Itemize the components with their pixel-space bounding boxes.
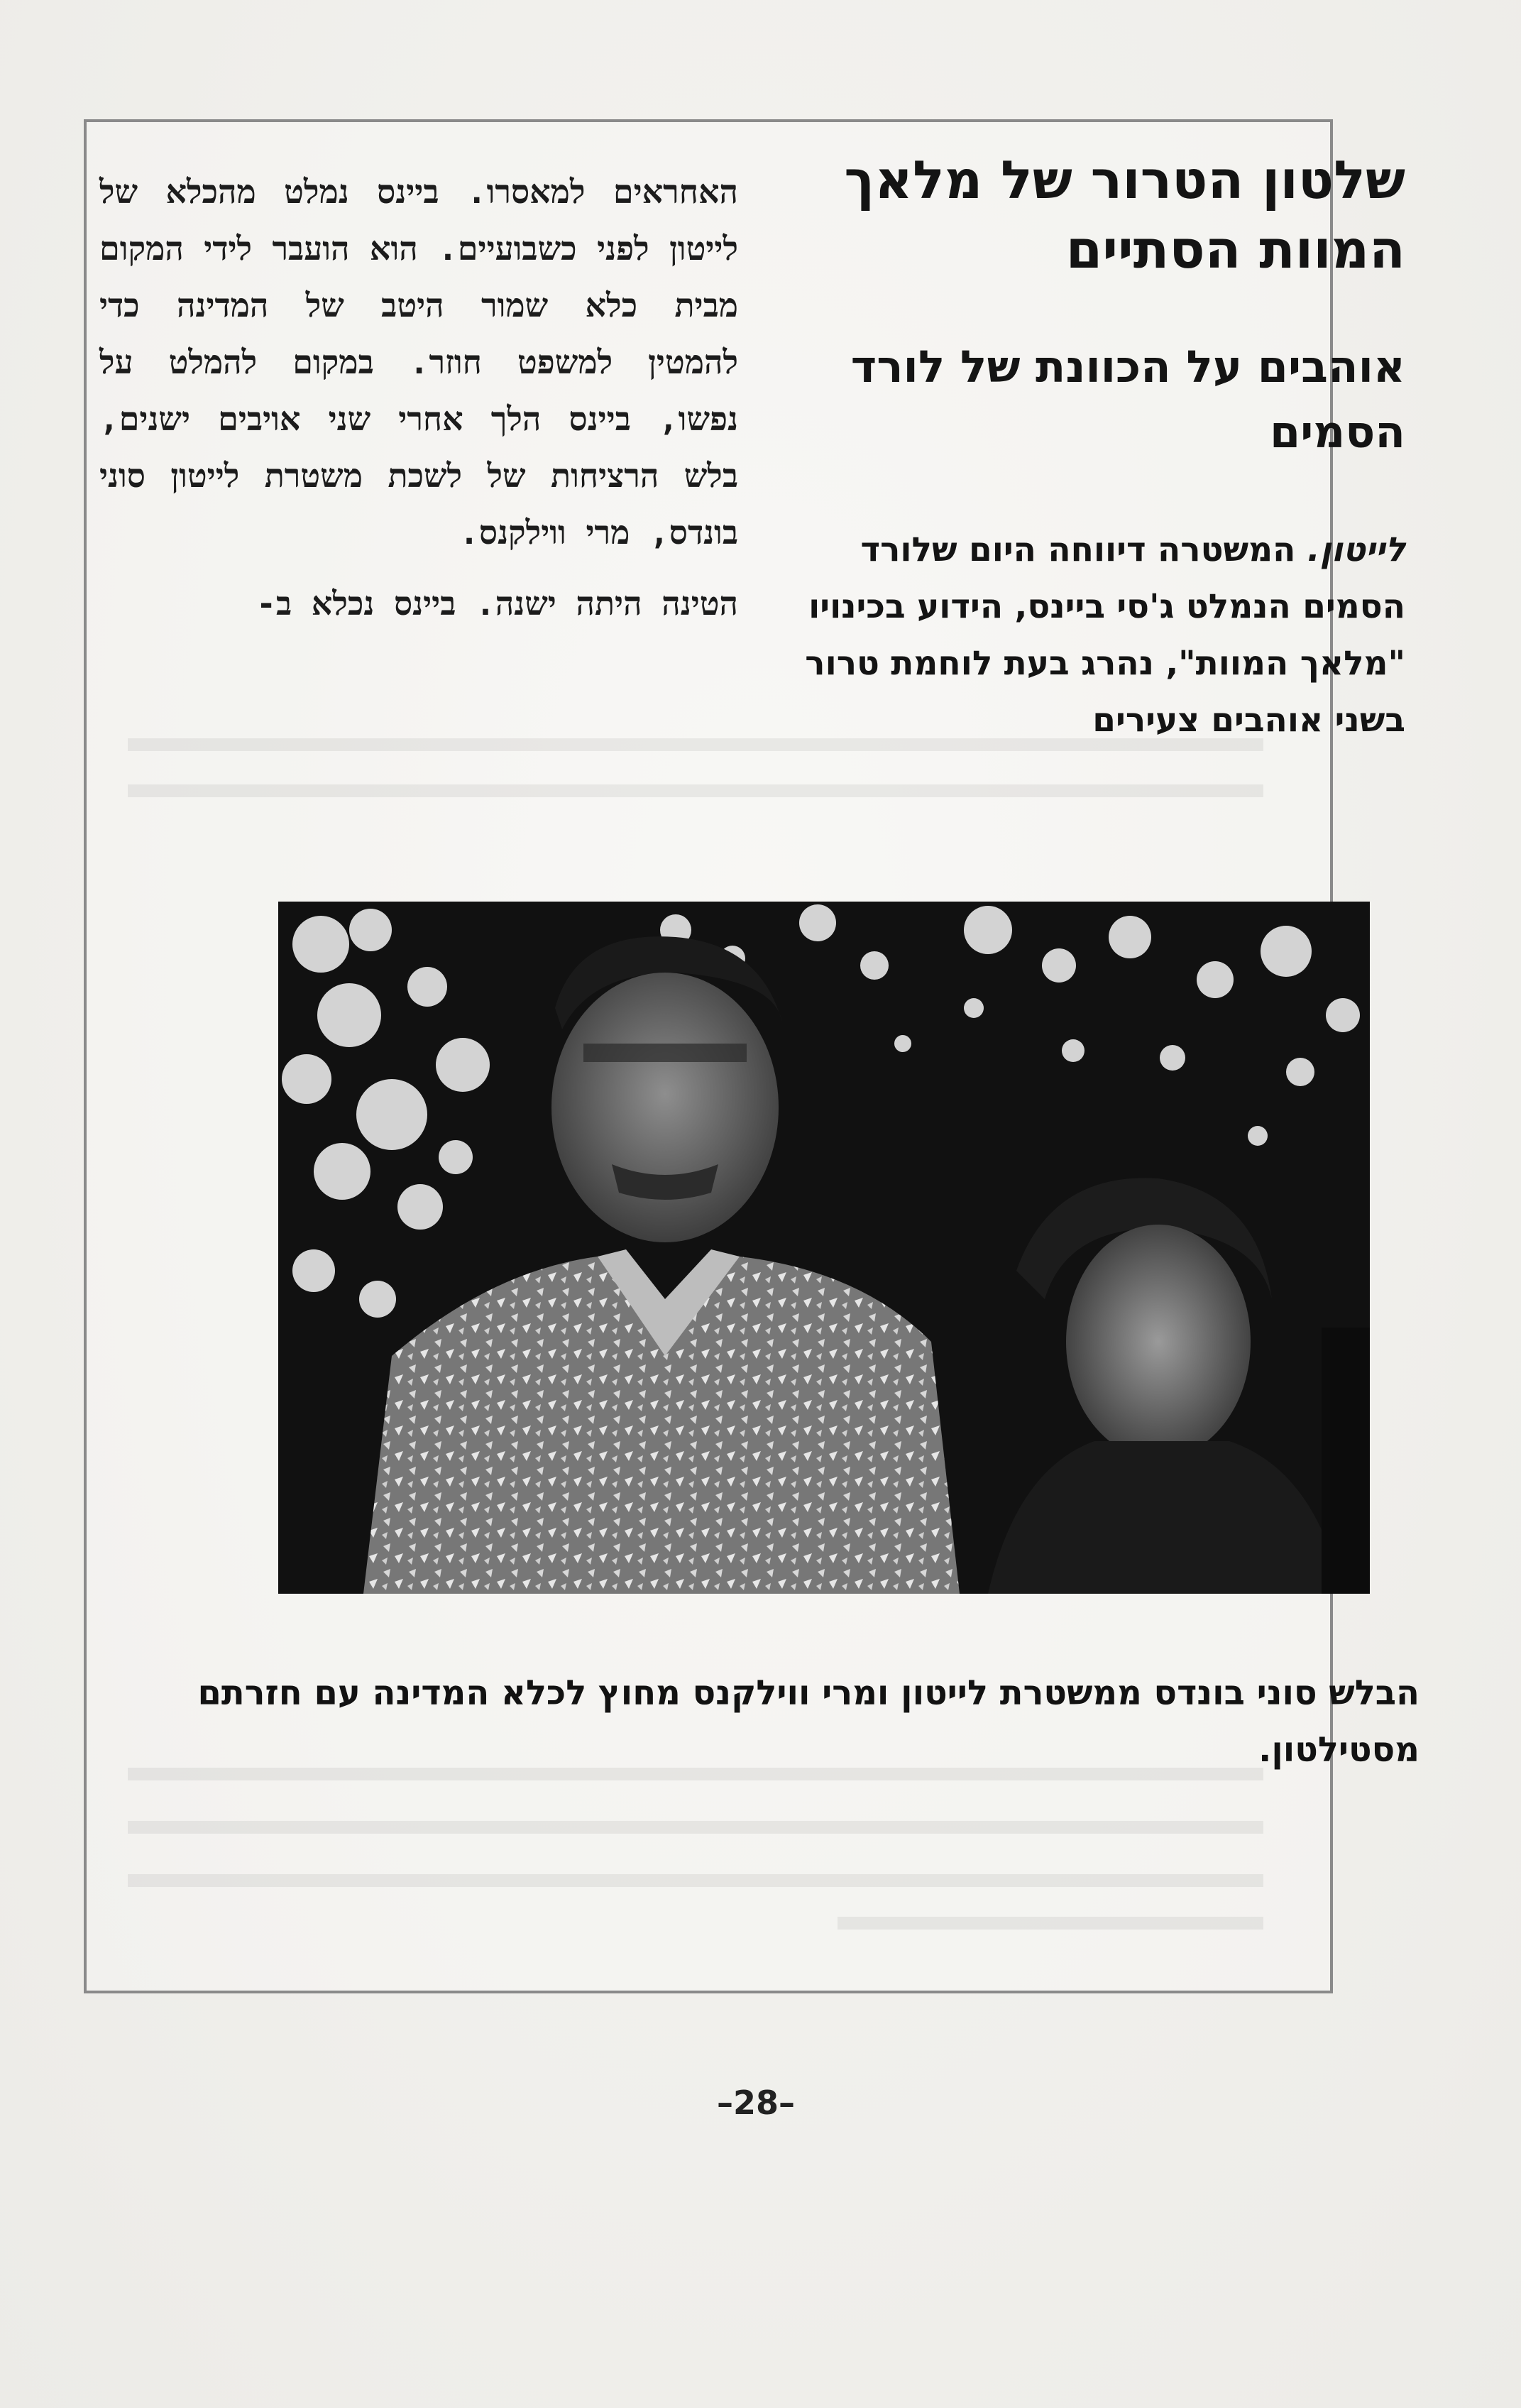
article-photo <box>278 902 1370 1594</box>
show-through-texture-lower <box>128 1753 1263 1938</box>
photo-caption: הבלש סוני בונדס ממשטרת לייטון ומרי ווילקנס מחוץ לכלא המדינה עם חזרתם מסטילטון. <box>197 1673 1420 1770</box>
article-headline: שלטון הטרור של מלאך המוות הסתיים <box>844 150 1405 280</box>
article-dateline: לייטון. <box>1307 530 1405 569</box>
page-number: –28– <box>716 2084 795 2122</box>
show-through-lines-lower <box>128 1753 1263 1938</box>
article-lede-text: המשטרה דיווחה היום שלורד הסמים הנמלט ג'סי ביינס, הידוע בכינויו "מלאך המוות", נהרג בעת לוחמת טרור בשני אוהבים צעירים <box>805 530 1405 740</box>
article-body-paragraph: הטינה היתה ישנה. ביינס נכלא ב- <box>256 584 738 623</box>
article-body-paragraph: האחראים למאסרו. ביינס נמלט מהכלא של לייטון לפני כשבועיים. הוא הועבר לידי המקום מבית כלא שמור היטב של המדינה כדי להמטין למשפט חוזר. במקום להמלט על נפשו, ביינס הלך אחרי שני אויבים ישנים, בלש הרציחות של לשכת משטרת לייטון סוני בונדס, מרי ווילקנס. <box>99 173 738 552</box>
article-lede <box>781 522 1405 749</box>
article-subheadline: אוהבים על הכוונת של לורד הסמים <box>850 341 1405 458</box>
photo-two-people <box>278 902 1370 1594</box>
body-column <box>99 163 738 632</box>
headline-column <box>781 146 1405 782</box>
